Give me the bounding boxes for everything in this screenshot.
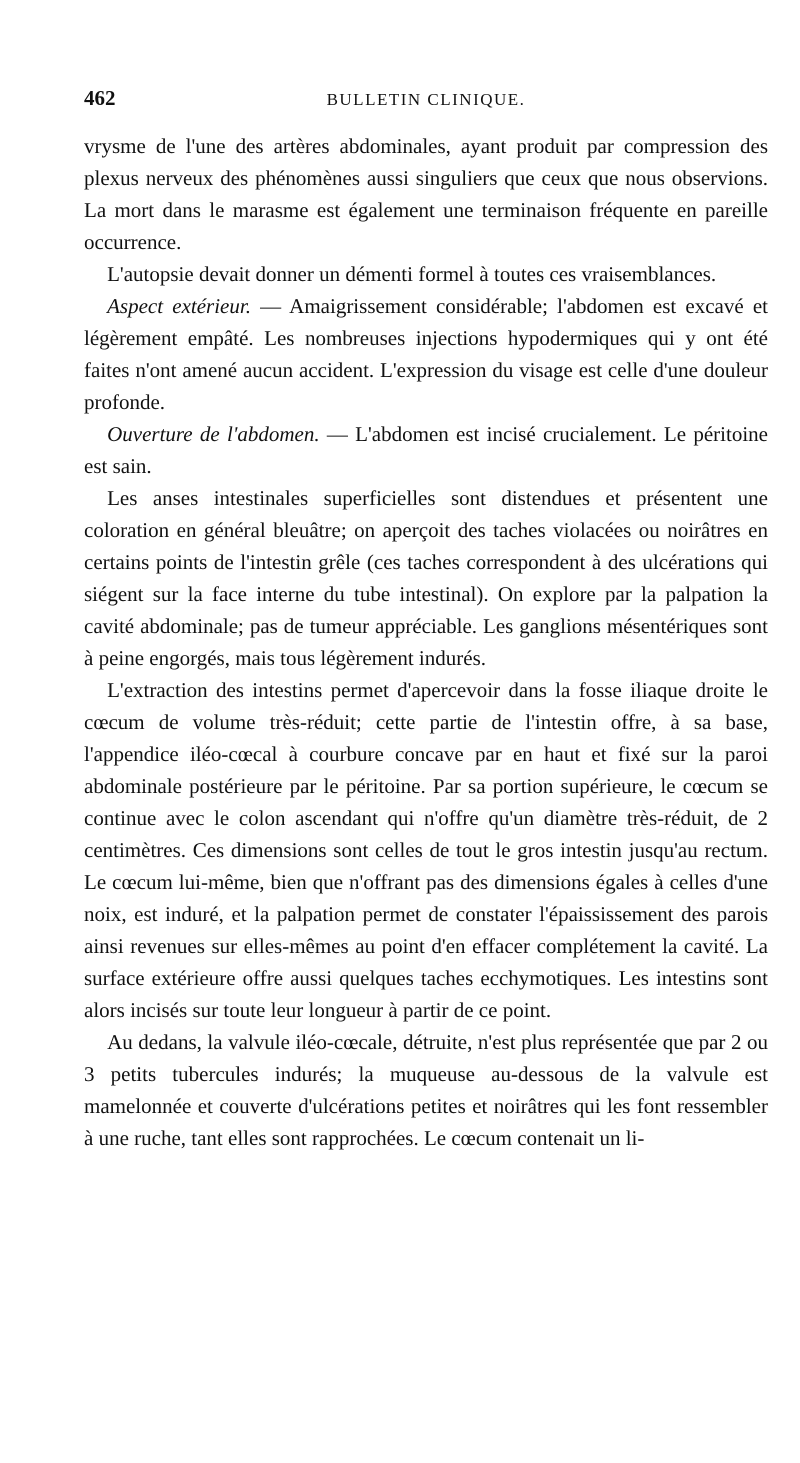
body-text	[84, 130, 768, 1154]
paragraph: Les anses intestinales superficielles sont distendues et présentent une coloration en général bleuâtre; on aperçoit des taches violacées ou noirâtres en certains points de l'intestin grêle (ces taches correspondent à des ulcérations qui siégent sur la face interne du tube intestinal). On explore par la palpation la cavité abdominale; pas de tumeur appréciable. Les ganglions mésentériques sont à peine engorgés, mais tous légèrement indurés.	[84, 486, 768, 670]
running-title: BULLETIN CLINIQUE.	[326, 90, 526, 109]
paragraph: Au dedans, la valvule iléo-cœcale, détruite, n'est plus représentée que par 2 ou 3 petits tubercules indurés; la muqueuse au-dessous de la valvule est mamelonnée et couverte d'ulcérations petites et noirâtres qui les font ressembler à une ruche, tant elles sont rapprochées. Le cœcum contenait un li-	[84, 1030, 768, 1150]
paragraph: Aspect extérieur. — Amaigrissement considérable; l'abdomen est excavé et légèrement empâté. Les nombreuses injections hypodermiques qui y ont été faites n'ont amené aucun accident. L'expression du visage est celle d'une douleur profonde.	[84, 294, 768, 414]
section-heading: Ouverture de l'abdomen.	[107, 422, 320, 446]
book-page	[84, 86, 768, 1154]
paragraph: L'extraction des intestins permet d'apercevoir dans la fosse iliaque droite le cœcum de volume très-réduit; cette partie de l'intestin offre, à sa base, l'appendice iléo-cœcal à courbure concave par en haut et fixé sur la paroi abdominale postérieure par le péritoine. Par sa portion supérieure, le cœcum se continue avec le colon ascendant qui n'offre qu'un diamètre très-réduit, de 2 centimètres. Ces dimensions sont celles de tout le gros intestin jusqu'au rectum. Le cœcum lui-même, bien que n'offrant pas des dimensions égales à celles d'une noix, est induré, et la palpation permet de constater l'épaississement des parois ainsi revenues sur elles-mêmes au point d'en effacer complétement la cavité. La surface extérieure offre aussi quelques taches ecchymotiques. Les intestins sont alors incisés sur toute leur longueur à partir de ce point.	[84, 678, 768, 1022]
page-number: 462	[84, 86, 116, 110]
paragraph: Ouverture de l'abdomen. — L'abdomen est incisé crucialement. Le péritoine est sain.	[84, 422, 768, 478]
running-head	[84, 86, 768, 120]
section-heading: Aspect extérieur.	[107, 294, 251, 318]
paragraph: L'autopsie devait donner un démenti formel à toutes ces vraisemblances.	[107, 262, 717, 286]
paragraph: vrysme de l'une des artères abdominales, ayant produit par compression des plexus nerveux des phénomènes aussi singuliers que ceux que nous observions. La mort dans le marasme est également une terminaison fréquente en pareille occurrence.	[84, 134, 768, 254]
